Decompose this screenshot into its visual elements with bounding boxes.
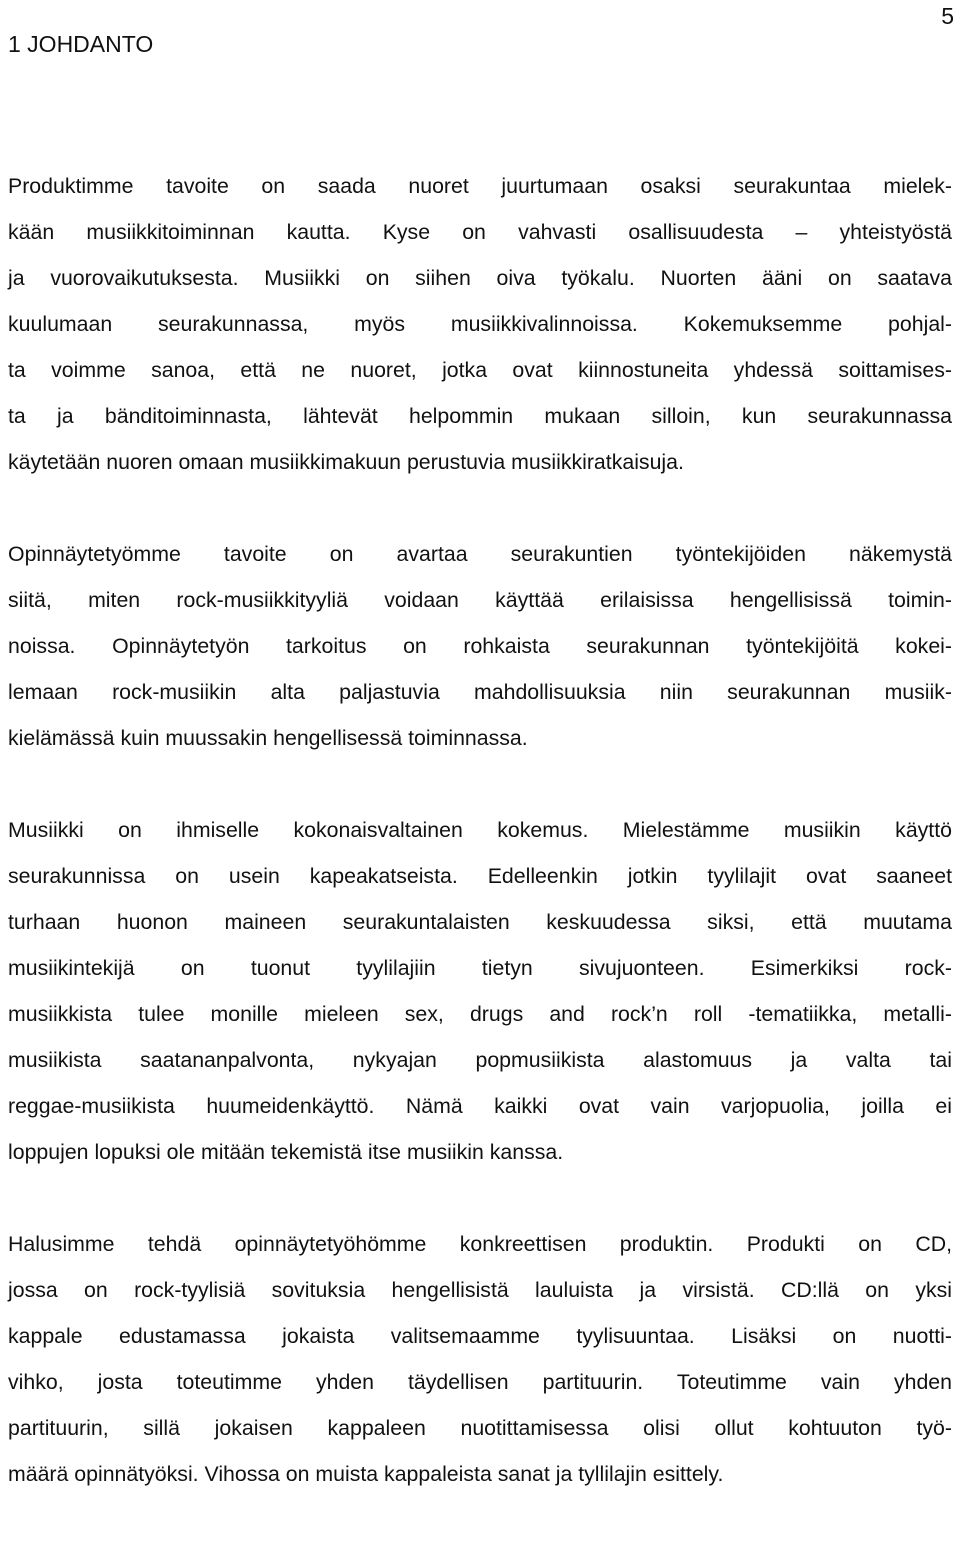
paragraph-2 <box>8 531 952 761</box>
text-line: kielämässä kuin muussakin hengellisessä toiminnassa. <box>8 726 528 750</box>
paragraph-1 <box>8 163 952 485</box>
text-line: reggae-musiikista huumeidenkäyttö. Nämä kaikki ovat vain varjopuolia, joilla ei <box>8 1094 952 1118</box>
text-line: käytetään nuoren omaan musiikkimakuun perustuvia musiikkiratkaisuja. <box>8 450 684 474</box>
text-line: ta voimme sanoa, että ne nuoret, jotka ovat kiinnostuneita yhdessä soittamises- <box>8 358 952 382</box>
page-number: 5 <box>941 3 954 29</box>
text-line: ta ja bänditoiminnasta, lähtevät helpommin mukaan silloin, kun seurakunnassa <box>8 404 952 428</box>
text-line: vihko, josta toteutimme yhden täydellisen partituurin. Toteutimme vain yhden <box>8 1370 952 1394</box>
text-line: Produktimme tavoite on saada nuoret juurtumaan osaksi seurakuntaa mielek- <box>8 174 952 198</box>
text-line: Halusimme tehdä opinnäytetyöhömme konkreettisen produktin. Produkti on CD, <box>8 1232 952 1256</box>
text-line: loppujen lopuksi ole mitään tekemistä itse musiikin kanssa. <box>8 1140 564 1164</box>
chapter-heading: 1 JOHDANTO <box>8 31 154 57</box>
text-line: seurakunnissa on usein kapeakatseista. Edelleenkin jotkin tyylilajit ovat saaneet <box>8 864 952 888</box>
text-line: jossa on rock-tyylisiä sovituksia hengellisistä lauluista ja virsistä. CD:llä on yksi <box>8 1278 952 1302</box>
text-line: lemaan rock-musiikin alta paljastuvia mahdollisuuksia niin seurakunnan musiik- <box>8 680 952 704</box>
text-line: määrä opinnätyöksi. Vihossa on muista kappaleista sanat ja tyllilajin esittely. <box>8 1462 724 1486</box>
text-line: Opinnäytetyömme tavoite on avartaa seurakuntien työntekijöiden näkemystä <box>8 542 952 566</box>
text-line: kuulumaan seurakunnassa, myös musiikkivalinnoissa. Kokemuksemme pohjal- <box>8 312 952 336</box>
text-line: musiikkista tulee monille mieleen sex, drugs and rock’n roll -tematiikka, metalli- <box>8 1002 952 1026</box>
text-line: musiikintekijä on tuonut tyylilajiin tietyn sivujuonteen. Esimerkiksi rock- <box>8 956 952 980</box>
paragraph-3 <box>8 807 952 1175</box>
text-line: turhaan huonon maineen seurakuntalaisten keskuudessa siksi, että muutama <box>8 910 952 934</box>
text-line: musiikista saatananpalvonta, nykyajan popmusiikista alastomuus ja valta tai <box>8 1048 952 1072</box>
text-line: kappale edustamassa jokaista valitsemaamme tyylisuuntaa. Lisäksi on nuotti- <box>8 1324 952 1348</box>
body-text <box>8 163 952 1543</box>
text-line: noissa. Opinnäytetyön tarkoitus on rohkaista seurakunnan työntekijöitä kokei- <box>8 634 952 658</box>
text-line: ja vuorovaikutuksesta. Musiikki on siihen oiva työkalu. Nuorten ääni on saatava <box>8 266 952 290</box>
text-line: kään musiikkitoiminnan kautta. Kyse on vahvasti osallisuudesta – yhteistyöstä <box>8 220 952 244</box>
text-line: partituurin, sillä jokaisen kappaleen nuotittamisessa olisi ollut kohtuuton työ- <box>8 1416 952 1440</box>
paragraph-4 <box>8 1221 952 1497</box>
text-line: Musiikki on ihmiselle kokonaisvaltainen kokemus. Mielestämme musiikin käyttö <box>8 818 952 842</box>
text-line: siitä, miten rock-musiikkityyliä voidaan käyttää erilaisissa hengellisissä toimin- <box>8 588 952 612</box>
